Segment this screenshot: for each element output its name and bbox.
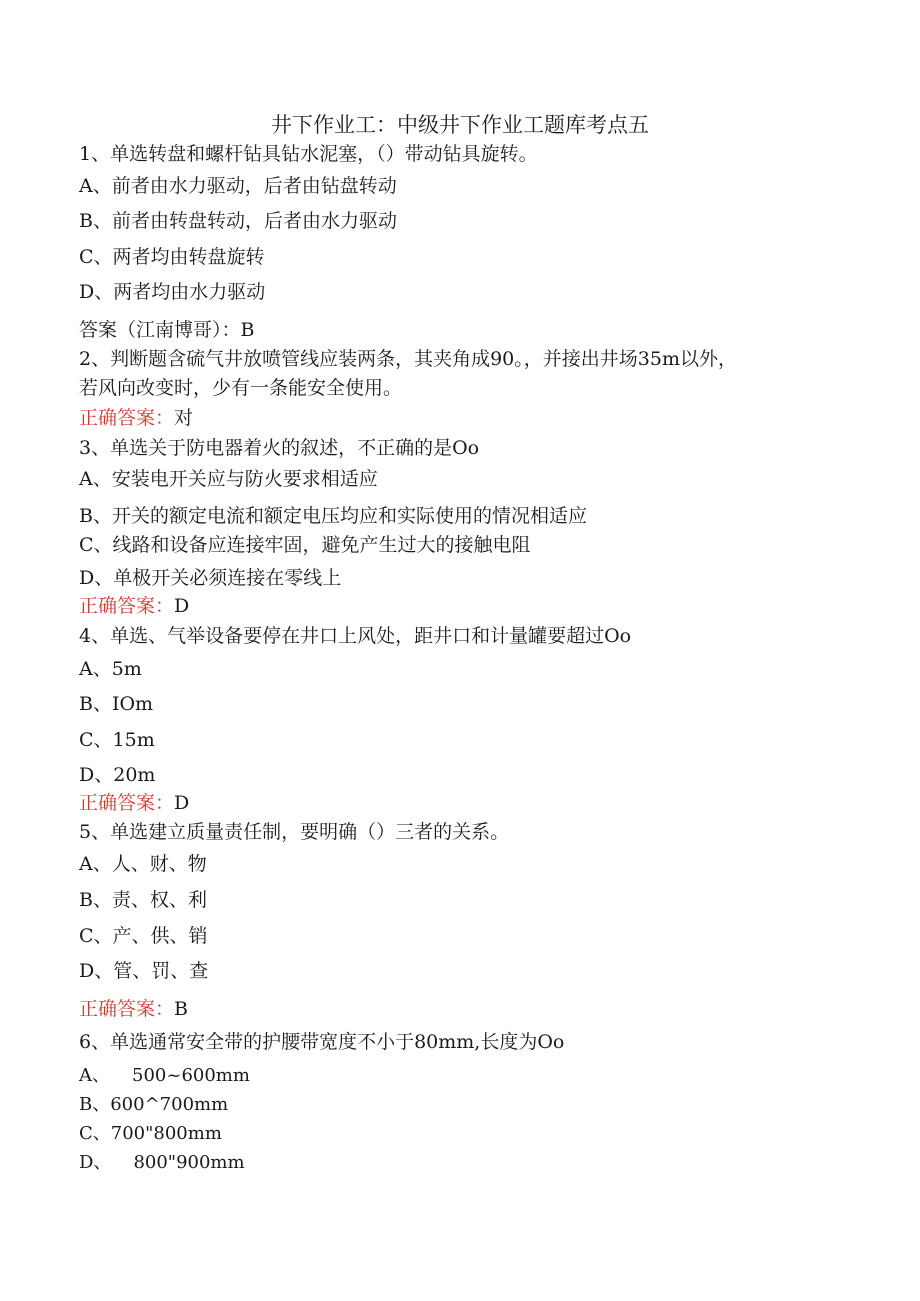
q5-option-a: A、人、财、物 [79,853,207,875]
q1-option-c: C、两者均由转盘旋转 [79,246,265,268]
q2-answer [79,404,193,432]
q1-answer-value: B [240,319,255,341]
question-2-line-1: 2、判断题含硫气井放喷管线应装两条，其夹角成90。，并接出井场35m以外， [79,348,737,370]
q1-option-d: D、两者均由水力驱动 [79,281,266,303]
q5-answer-value: B [174,998,188,1020]
question-4: 4、单选、气举设备要停在井口上风处，距井口和计量罐要超过Oo [79,625,632,647]
page-title: 井下作业工：中级井下作业工题库考点五 [271,113,649,137]
q5-answer-label: 正确答案： [79,998,175,1020]
question-1: 1、单选转盘和螺杆钻具钻水泥塞，（）带动钻具旋转。 [79,143,538,165]
q1-answer [79,316,254,344]
question-6: 6、单选通常安全带的护腰带宽度不小于80mm,长度为Oo [79,1031,565,1053]
q5-answer [79,995,188,1023]
q6-option-c: C、700"800mm [79,1123,222,1144]
q1-option-a: A、前者由水力驱动，后者由钻盘转动 [79,175,397,197]
q3-option-d: D、单极开关必须连接在零线上 [79,567,342,589]
q4-option-d: D、20m [79,764,156,786]
q1-option-b: B、前者由转盘转动，后者由水力驱动 [79,210,397,232]
q6-option-a-letter: A、 [79,1065,110,1086]
q3-answer-value: D [174,595,190,617]
question-2-line-2: 若风向改变时，少有一条能安全使用。 [79,377,403,399]
q3-answer-label: 正确答案： [79,595,175,617]
q4-answer [79,789,189,817]
q4-option-b: B、IOm [79,693,154,715]
question-5: 5、单选建立质量责任制，要明确（）三者的关系。 [79,821,510,843]
q6-option-d-value: 800"900mm [133,1152,245,1173]
q5-option-d: D、管、罚、查 [79,960,209,982]
q3-option-c: C、线路和设备应连接牢固，避免产生过大的接触电阻 [79,534,531,556]
q5-option-b: B、责、权、利 [79,889,207,911]
question-3: 3、单选关于防电器着火的叙述，不正确的是Oo [79,437,480,459]
q6-option-d [79,1149,245,1177]
q6-option-b: B、600^700mm [79,1094,229,1115]
q3-answer [79,592,189,620]
q2-answer-value: 对 [174,407,194,429]
q4-answer-label: 正确答案： [79,792,175,814]
q4-answer-value: D [174,792,190,814]
q3-option-a: A、安装电开关应与防火要求相适应 [79,468,378,490]
q2-answer-label: 正确答案： [79,407,175,429]
q6-option-a [79,1062,250,1090]
q1-answer-label: 答案（江南博哥）： [79,319,241,341]
q5-option-c: C、产、供、销 [79,925,208,947]
q4-option-c: C、15m [79,729,155,751]
q6-option-d-letter: D、 [79,1152,112,1173]
q3-option-b: B、开关的额定电流和额定电压均应和实际使用的情况相适应 [79,505,587,527]
q6-option-a-value: 500~600mm [132,1065,250,1086]
q4-option-a: A、5m [79,658,142,680]
